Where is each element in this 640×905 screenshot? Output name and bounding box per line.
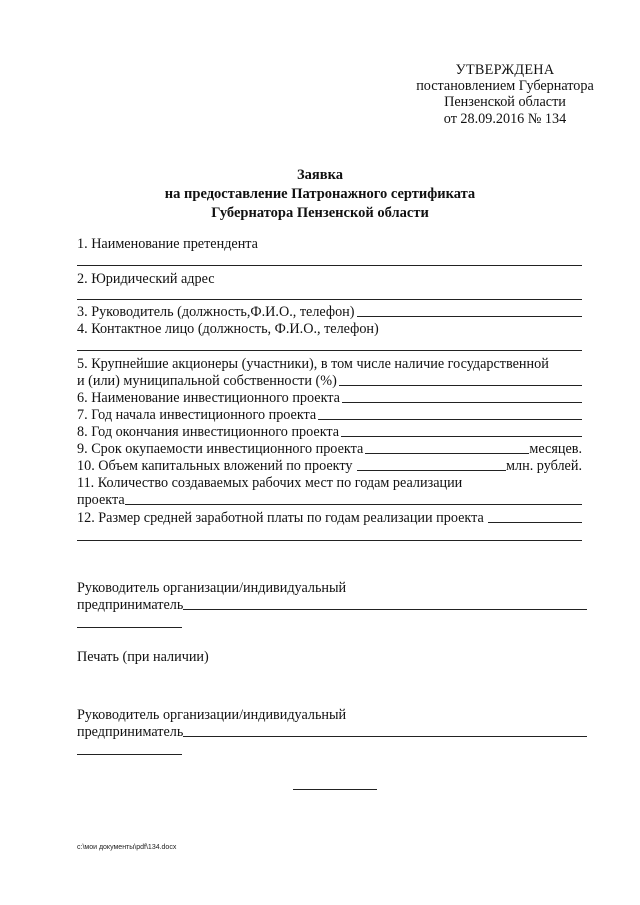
item-12-row	[77, 510, 582, 526]
approval-region: Пензенской области	[444, 94, 566, 111]
item-6-label: 6. Наименование инвестиционного проекта	[77, 390, 340, 406]
item-1-field[interactable]	[77, 265, 582, 266]
signature-2-label: Руководитель организации/индивидуальный	[77, 707, 347, 723]
item-9-unit: месяцев.	[529, 441, 582, 457]
item-3-field[interactable]	[357, 304, 582, 317]
document-title	[60, 166, 580, 223]
item-4-label: 4. Контактное лицо (должность, Ф.И.О., телефон)	[77, 321, 379, 337]
item-7-field[interactable]	[318, 407, 582, 420]
item-4-field[interactable]	[77, 350, 582, 351]
item-6-field[interactable]	[342, 390, 582, 403]
item-9-row	[77, 441, 582, 457]
item-1-label: 1. Наименование претендента	[77, 236, 258, 252]
item-11-label: 11. Количество создаваемых рабочих мест по годам реализации	[77, 475, 463, 491]
signature-1-name-field[interactable]	[77, 627, 182, 628]
item-10-field[interactable]	[357, 458, 507, 471]
item-10-unit: млн. рублей.	[506, 458, 582, 474]
approval-heading: УТВЕРЖДЕНА	[455, 62, 555, 78]
item-5-row	[77, 373, 582, 389]
signature-2-row	[77, 724, 587, 741]
signature-2-name-field[interactable]	[77, 754, 182, 755]
item-5-field[interactable]	[339, 373, 582, 386]
approval-decree: постановлением Губернатора	[416, 78, 594, 95]
item-10-row	[77, 458, 582, 474]
item-7-row	[77, 407, 582, 423]
signature-2-label-cont: предприниматель	[77, 724, 184, 740]
item-2-field[interactable]	[77, 299, 582, 300]
item-9-field[interactable]	[365, 441, 529, 454]
approval-date: от 28.09.2016 № 134	[443, 110, 567, 127]
item-3-row	[77, 304, 582, 320]
title-line-2: на предоставление Патронажного сертификата	[164, 186, 476, 202]
title-line-3: Губернатора Пензенской области	[211, 205, 429, 221]
item-12-label: 12. Размер средней заработной платы по годам реализации проекта	[77, 510, 484, 526]
item-8-field[interactable]	[341, 424, 582, 437]
item-8-row	[77, 424, 582, 440]
item-5-label: 5. Крупнейшие акционеры (участники), в том числе наличие государственной	[77, 356, 549, 372]
signature-1-label: Руководитель организации/индивидуальный	[77, 580, 347, 596]
signature-2-field[interactable]	[183, 724, 587, 737]
item-12-field-cont[interactable]	[77, 540, 582, 541]
stamp-label: Печать (при наличии)	[77, 649, 209, 665]
item-8-label: 8. Год окончания инвестиционного проекта	[77, 424, 340, 440]
item-11-label-cont: проекта	[77, 492, 125, 508]
item-3-label: 3. Руководитель (должность,Ф.И.О., телефон)	[77, 304, 355, 320]
item-5-label-cont: и (или) муниципальной собственности (%)	[77, 373, 337, 389]
item-7-label: 7. Год начала инвестиционного проекта	[77, 407, 317, 423]
item-11-row	[77, 492, 582, 508]
closing-separator	[293, 789, 377, 790]
approval-stamp	[380, 62, 630, 127]
item-2-label: 2. Юридический адрес	[77, 271, 215, 287]
signature-1-label-cont: предприниматель	[77, 597, 184, 613]
item-6-row	[77, 390, 582, 406]
signature-1-row	[77, 597, 587, 614]
item-12-field[interactable]	[488, 510, 582, 523]
item-10-label: 10. Объем капитальных вложений по проекту	[77, 458, 353, 474]
item-9-label: 9. Срок окупаемости инвестиционного проекта	[77, 441, 364, 457]
footer-file-path: c:\мои документы\pdf\134.docx	[77, 844, 177, 851]
item-11-field[interactable]	[125, 492, 582, 505]
title-line-1: Заявка	[297, 167, 343, 183]
signature-1-field[interactable]	[183, 597, 587, 610]
